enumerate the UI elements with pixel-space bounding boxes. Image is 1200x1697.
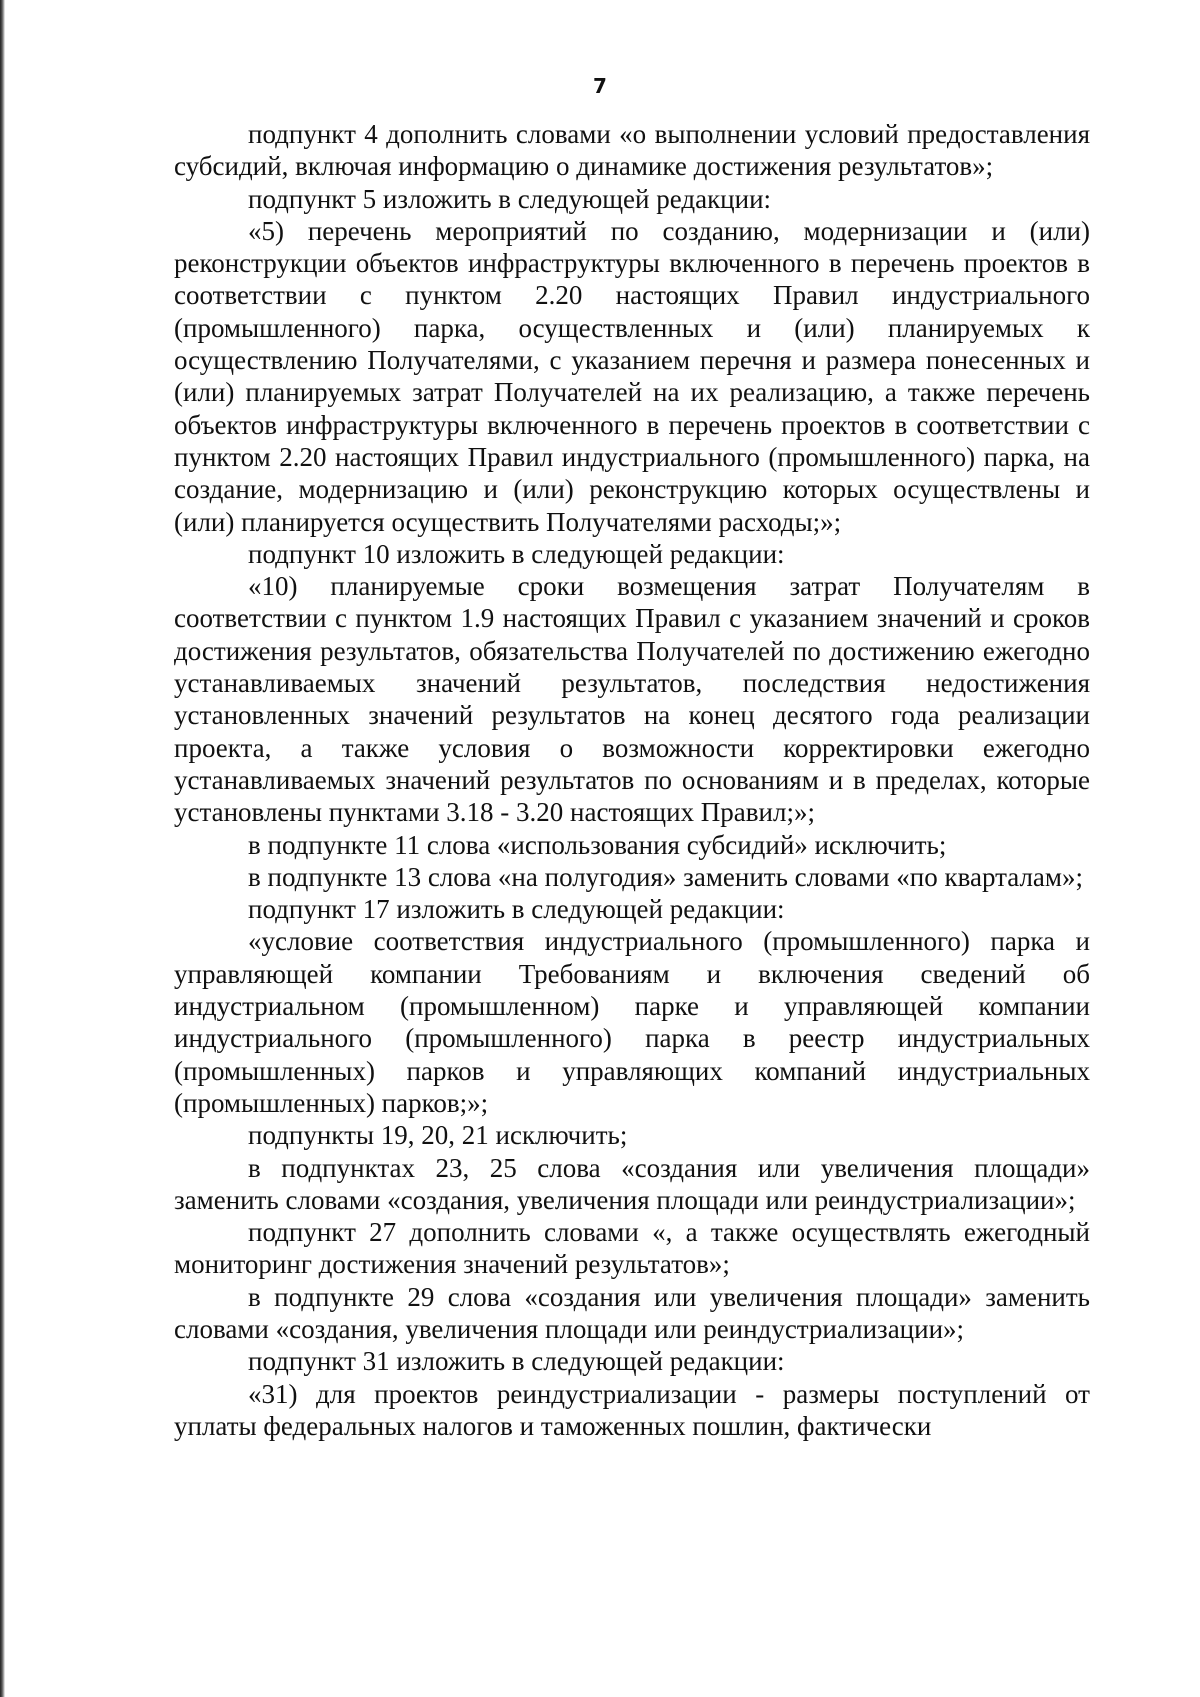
paragraph: подпункт 5 изложить в следующей редакции: bbox=[248, 183, 772, 214]
document-body bbox=[174, 118, 1090, 1442]
paragraph: в подпункте 11 слова «использования субсидий» исключить; bbox=[248, 829, 947, 860]
paragraph: подпункты 19, 20, 21 исключить; bbox=[248, 1120, 628, 1151]
paragraph: «10) планируемые сроки возмещения затрат Получателям в соответствии с пунктом 1.9 настоящих Правил с указанием значений и сроков достижения результатов, обязательства Получателей по достижению ежегодно устанавливаемых значений результатов, последствия недостижения установленных значений результатов на конец десятого года реализации проекта, а также условия о возможности корректировки ежегодно устанавливаемых значений результатов по основаниям и в пределах, которые установлены пунктами 3.18 - 3.20 настоящих Правил;»; bbox=[174, 571, 1090, 828]
paragraph: подпункт 31 изложить в следующей редакции: bbox=[248, 1346, 785, 1377]
paragraph: подпункт 4 дополнить словами «о выполнении условий предоставления субсидий, включая информацию о динамике достижения результатов»; bbox=[174, 119, 1090, 182]
paragraph: «условие соответствия индустриального (промышленного) парка и управляющей компании Требованиям и включения сведений об индустриальном (промышленном) парке и управляющей компании индустриального (промышленного) парка в реестр индустриальных (промышленных) парков и управляющих компаний индустриальных (промышленных) парков;»; bbox=[174, 926, 1090, 1118]
scan-edge-shadow bbox=[0, 0, 5, 1697]
paragraph: в подпунктах 23, 25 слова «создания или увеличения площади» заменить словами «создания, увеличения площади или реиндустриализации»; bbox=[174, 1152, 1090, 1215]
paragraph: в подпункте 29 слова «создания или увеличения площади» заменить словами «создания, увеличения площади или реиндустриализации»; bbox=[174, 1281, 1090, 1344]
paragraph: в подпункте 13 слова «на полугодия» заменить словами «по кварталам»; bbox=[248, 861, 1083, 892]
paragraph: подпункт 27 дополнить словами «, а также осуществлять ежегодный мониторинг достижения значений результатов»; bbox=[174, 1217, 1090, 1280]
paragraph: подпункт 17 изложить в следующей редакции: bbox=[248, 894, 785, 925]
page-number: 7 bbox=[593, 74, 607, 98]
paragraph: «5) перечень мероприятий по созданию, модернизации и (или) реконструкции объектов инфраструктуры включенного в перечень проектов в соответствии с пунктом 2.20 настоящих Правил индустриального (промышленного) парка, осуществленных и (или) планируемых к осуществлению Получателями, с указанием перечня и размера понесенных и (или) планируемых затрат Получателей на их реализацию, а также перечень объектов инфраструктуры включенного в перечень проектов в соответствии с пунктом 2.20 настоящих Правил индустриального (промышленного) парка, на создание, модернизацию и (или) реконструкцию которых осуществлены и (или) планируется осуществить Получателями расходы;»; bbox=[174, 215, 1090, 537]
paragraph: подпункт 10 изложить в следующей редакции: bbox=[248, 538, 785, 569]
paragraph: «31) для проектов реиндустриализации - размеры поступлений от уплаты федеральных налогов и таможенных пошлин, фактически bbox=[174, 1378, 1090, 1441]
